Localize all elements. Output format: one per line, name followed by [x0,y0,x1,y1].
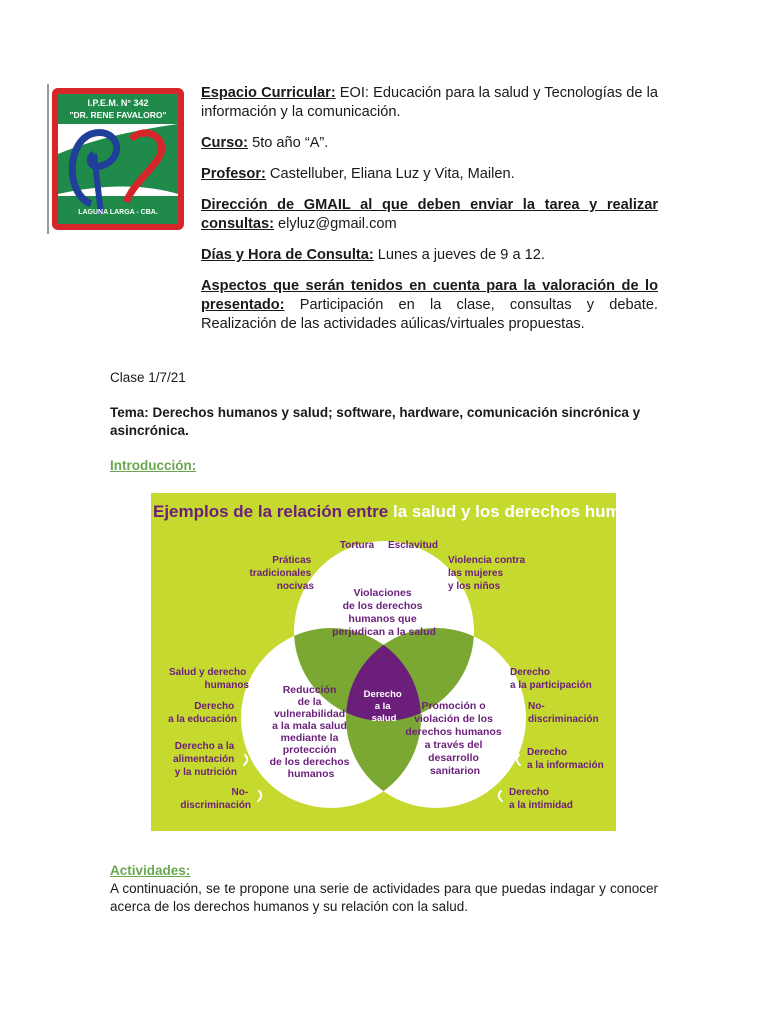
label-no-discriminacion-left: No- discriminación [180,787,251,811]
label-violencia: Violencia contra las mujeres y los niños [448,555,526,592]
left-circle-text: Reducción de la vulnerabilidad a la mala salud mediante la protección de los derechos humanos [269,684,350,780]
label-practicas: Práticas tradicionales nocivas [249,555,314,592]
dias-value: Lunes a jueves de 9 a 12. [373,247,545,263]
curso-value: 5to año “A”. [248,135,329,151]
profesor-value: Castelluber, Eliana Luz y Vita, Mailen. [265,166,515,182]
curso-label: Curso: [201,135,249,151]
introduccion-heading: Introducción: [110,458,197,473]
label-educacion: Derecho a la educación [168,701,237,725]
logo-bottom-text: LAGUNA LARGA - CBA. [78,209,158,216]
label-salud-derecho: Salud y derecho humanos [168,667,249,691]
dias-label: Días y Hora de Consulta: [201,247,374,263]
infographic [151,493,661,831]
school-logo [46,84,188,234]
curso [201,134,658,153]
label-alimentacion: Derecho a la alimentación y la nutrición [173,741,237,778]
infographic-title: Ejemplos de la relación entre la salud y los derechos humanos [153,502,661,521]
actividades-text: A continuación, se te propone una serie de actividades para que puedas indagar y conocer acerca de los derechos humanos y su relación con la salud. [110,881,658,914]
actividades-heading: Actividades: [110,863,191,878]
espacio-value: EOI: Educación para la salud y Tecnologías de la información y la comunicación. [201,85,658,120]
dias-consulta [201,246,658,265]
logo-top-text: I.P.E.M. N° 342 [87,98,149,108]
top-circle-text: Violaciones de los derechos humanos que perjudican a la salud [332,587,436,638]
aspectos-value: Participación en la clase, consultas y debate. Realización de las actividades aúlicas/virtuales propuestas. [201,297,658,332]
tema: Tema: Derechos humanos y salud; software, hardware, comunicación sincrónica y asincrónica. [110,405,641,438]
gmail-value: elyluz@gmail.com [273,216,397,232]
label-intimidad: Derecho a la intimidad [509,787,573,811]
gmail [201,196,658,234]
espacio-label: Espacio Curricular: [201,85,336,101]
aspectos-label: Aspectos que serán tenidos en cuenta para la valoración de lo presentado: [201,278,658,313]
clase-date: Clase 1/7/21 [110,370,186,385]
espacio-curricular [201,84,658,122]
label-informacion: Derecho a la información [527,747,604,771]
course-header [201,84,658,346]
label-tortura: Tortura [339,540,375,551]
profesor [201,165,658,184]
logo-name-text: "DR. RENE FAVALORO" [69,110,167,120]
label-no-discriminacion-right: No- discriminación [528,701,599,725]
right-circle-text: Promoción o violación de los derechos humanos a través del desarrollo sanitarion [405,700,502,777]
label-esclavitud: Esclavitud [387,540,439,551]
profesor-label: Profesor: [201,166,266,182]
aspectos [201,277,658,334]
center-text: Derecho a la salud [363,689,402,724]
label-participacion: Derecho a la participación [510,667,592,691]
gmail-label: Dirección de GMAIL al que deben enviar la tarea y realizar consultas: [201,197,658,232]
